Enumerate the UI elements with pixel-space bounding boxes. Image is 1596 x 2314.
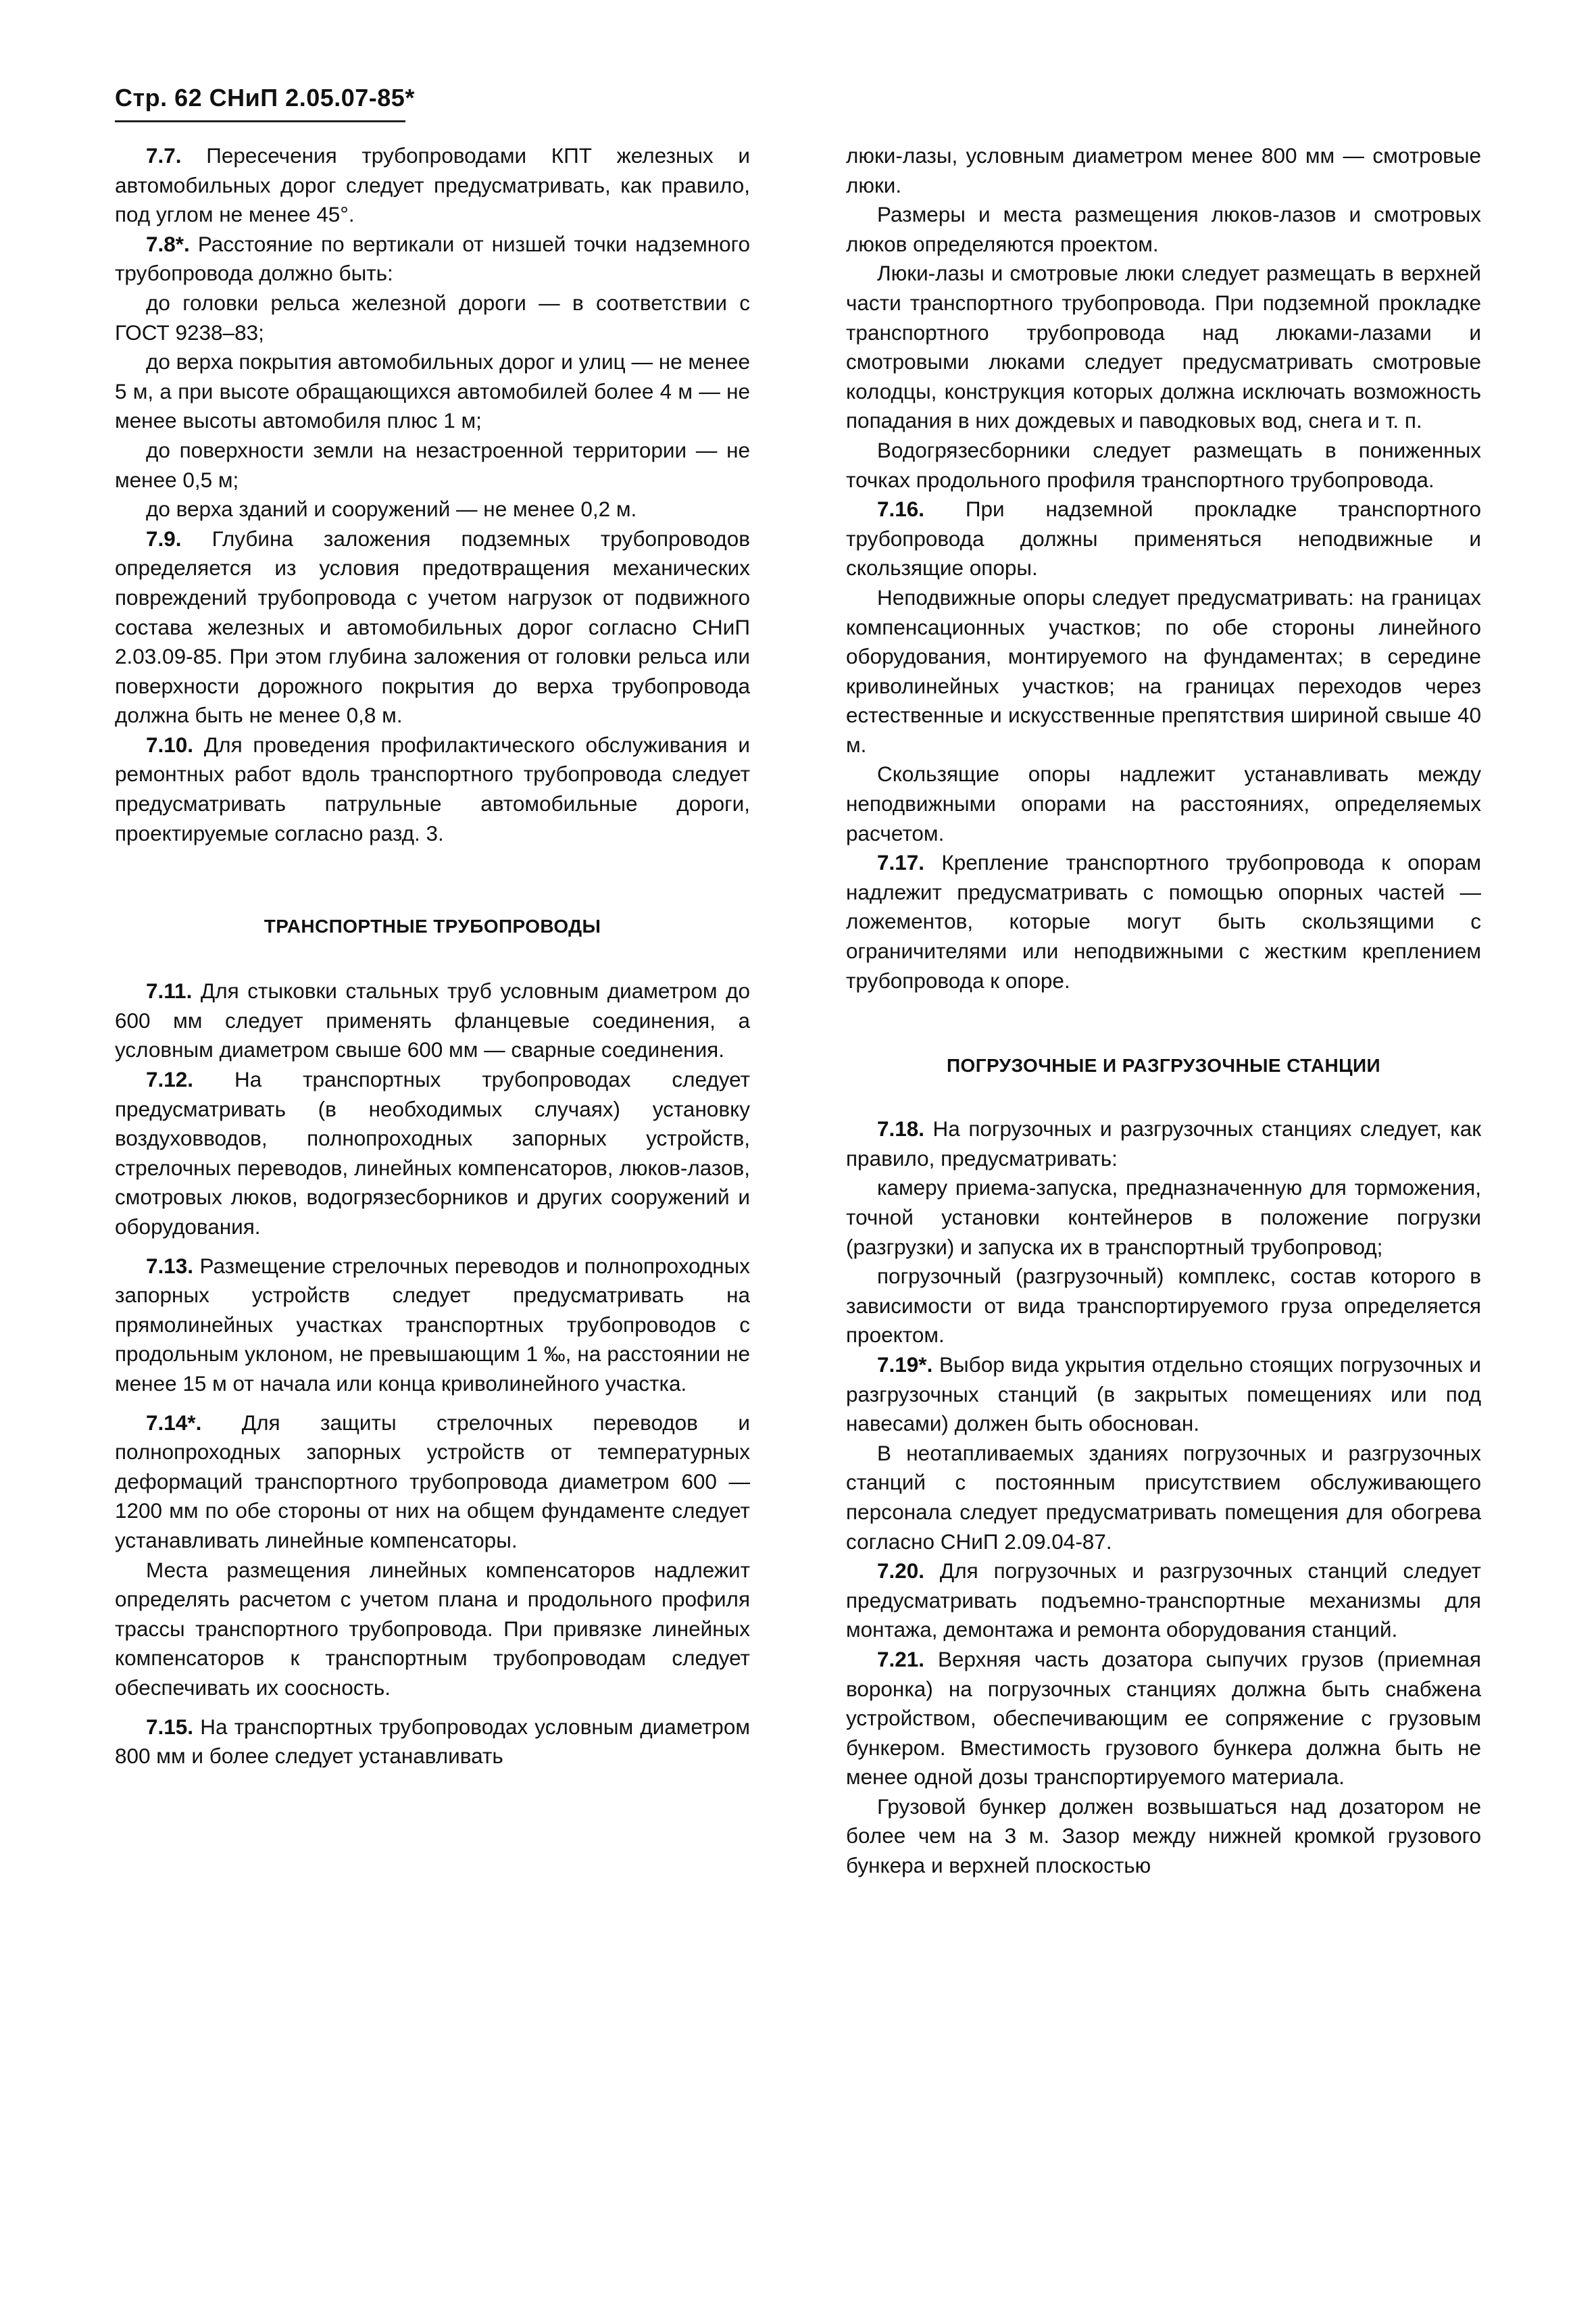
section-heading-stations: ПОГРУЗОЧНЫЕ И РАЗГРУЗОЧНЫЕ СТАНЦИИ (946, 1055, 1380, 1077)
clause-7-19 (846, 1350, 1481, 1439)
clause-text: Выбор вида укрытия отдельно стоящих погрузочных и разгрузочных станций (в закрытых помещениях или под навесами) должен быть обоснован. (846, 1352, 1481, 1436)
clause-7-15-paragraph: Водогрязесборники следует размещать в пониженных точках продольного профиля транспортного трубопровода. (846, 437, 1481, 492)
clause-7-15-continued: люки-лазы, условным диаметром менее 800 мм — смотровые люки. (846, 143, 1481, 197)
clause-7-18-item: камеру приема-запуска, предназначенную для торможения, точной установки контейнеров в положение погрузки (разгрузки) и запуска их в транспортный трубопровод; (846, 1175, 1481, 1259)
clause-number: 7.21. (877, 1646, 925, 1671)
clause-7-8-item: до верха зданий и сооружений — не менее 0,2 м. (146, 497, 637, 522)
clause-7-14 (115, 1408, 750, 1556)
clause-number: 7.9. (146, 526, 182, 551)
clause-7-16 (846, 495, 1481, 583)
clause-7-8-item: до головки рельса железной дороги — в соответствии с ГОСТ 9238–83; (115, 290, 750, 345)
clause-number: 7.16. (877, 497, 925, 522)
clause-7-12 (115, 1065, 750, 1242)
clause-7-15-paragraph: Люки-лазы и смотровые люки следует размещать в верхней части транспортного трубопровода. При подземной прокладке транспортного трубопровода над люками-лазами и смотровыми люками следует предусматривать смотровые колодцы, конструкция которых должна исключать возможность попадания в них дождевых и паводковых вод, снега и т. п. (846, 261, 1481, 433)
clause-text: Для погрузочных и разгрузочных станций следует предусматривать подъемно-транспортные механизмы для монтажа, демонтажа и ремонта оборудования станций. (846, 1558, 1481, 1642)
clause-7-11 (115, 977, 750, 1065)
running-head: Стр. 62 СНиП 2.05.07-85* (115, 84, 415, 112)
clause-text: На транспортных трубопроводах следует предусматривать (в необходимых случаях) установку воздуховводов, полнопроходных запорных устройств, стрелочных переводов, линейных компенсаторов, люков-лазов, смотровых люков, водогрязесборников и других сооружений и оборудования. (115, 1067, 750, 1239)
clause-7-15 (115, 1713, 750, 1771)
clause-7-10 (115, 731, 750, 848)
clause-7-16-paragraph: Скользящие опоры надлежит устанавливать между неподвижными опорами на расстояниях, определяемых расчетом. (846, 762, 1481, 845)
clause-text: Верхняя часть дозатора сыпучих грузов (приемная воронка) на погрузочных станциях должна быть снабжена устройством, обеспечивающим ее сопряжение с грузовым бункером. Вместимость грузового бункера должна быть не менее одной дозы транспортируемого материала. (846, 1646, 1481, 1790)
clause-7-9 (115, 524, 750, 731)
clause-text: Крепление транспортного трубопровода к опорам надлежит предусматривать с помощью опорных частей — ложементов, которые могут быть скользящими с ограничителями или неподвижными с жестким креплением трубопровода к опоре. (846, 850, 1481, 993)
clause-7-17 (846, 848, 1481, 995)
clause-number: 7.18. (877, 1116, 925, 1141)
clause-text: Размещение стрелочных переводов и полнопроходных запорных устройств следует предусматривать на прямолинейных участках транспортных трубопроводов с продольным уклоном, не превышающим 1 ‰, на расстоянии не менее 15 м от начала или конца криволинейного участка. (115, 1253, 750, 1396)
right-column (846, 141, 1481, 1881)
clause-text: Расстояние по вертикали от низшей точки надземного трубопровода должно быть: (115, 231, 750, 286)
clause-text: На транспортных трубопроводах условным диаметром 800 мм и более следует устанавливать (115, 1714, 750, 1769)
clause-text: На погрузочных и разгрузочных станциях следует, как правило, предусматривать: (846, 1116, 1481, 1171)
clause-number: 7.8*. (146, 231, 190, 256)
clause-7-21-paragraph: Грузовой бункер должен возвышаться над дозатором не более чем на 3 м. Зазор между нижней кромкой грузового бункера и верхней плоскостью (846, 1794, 1481, 1878)
clause-number: 7.20. (877, 1558, 925, 1583)
clause-number: 7.14*. (146, 1410, 202, 1435)
clause-7-8-item: до поверхности земли на незастроенной территории — не менее 0,5 м; (115, 437, 750, 492)
clause-7-18-item: погрузочный (разгрузочный) комплекс, состав которого в зависимости от вида транспортируемого груза определяется проектом. (846, 1264, 1481, 1348)
clause-7-14-paragraph: Места размещения линейных компенсаторов надлежит определять расчетом с учетом плана и продольного профиля трассы транспортного трубопровода. При привязке линейных компенсаторов к транспортным трубопроводам следует обеспечивать их соосность. (115, 1557, 750, 1700)
clause-text: Для стыковки стальных труб условным диаметром до 600 мм следует применять фланцевые соединения, а условным диаметром свыше 600 мм — сварные соединения. (115, 979, 750, 1062)
clause-text: Для защиты стрелочных переводов и полнопроходных запорных устройств от температурных деформаций транспортного трубопровода диаметром 600 — 1200 мм по обе стороны от них на общем фундаменте следует устанавливать линейные компенсаторы. (115, 1410, 750, 1552)
clause-7-21 (846, 1645, 1481, 1792)
clause-text: Для проведения профилактического обслуживания и ремонтных работ вдоль транспортного трубопровода следует предусматривать патрульные автомобильные дороги, проектируемые согласно разд. 3. (115, 732, 750, 845)
clause-text: Глубина заложения подземных трубопроводов определяется из условия предотвращения механических повреждений трубопровода с учетом нагрузок от подвижного состава железных и автомобильных дорог согласно СНиП 2.03.09-85. При этом глубина заложения от головки рельса или поверхности дорожного покрытия до верха трубопровода должна быть не менее 0,8 м. (115, 526, 750, 728)
clause-number: 7.12. (146, 1067, 194, 1092)
clause-7-15-paragraph: Размеры и места размещения люков-лазов и смотровых люков определяются проектом. (846, 202, 1481, 256)
clause-text: При надземной прокладке транспортного трубопровода должны применяться неподвижные и скользящие опоры. (846, 497, 1481, 581)
clause-number: 7.11. (146, 979, 193, 1004)
clause-number: 7.13. (146, 1253, 194, 1278)
clause-7-19-paragraph: В неотапливаемых зданиях погрузочных и разгрузочных станций с постоянным присутствием обслуживающего персонала следует предусматривать помещения для обогрева согласно СНиП 2.09.04-87. (846, 1440, 1481, 1554)
clause-number: 7.10. (146, 732, 194, 757)
clause-text: Пересечения трубопроводами КПТ железных и автомобильных дорог следует предусматривать, как правило, под углом не менее 45°. (115, 143, 750, 227)
clause-7-8 (115, 230, 750, 289)
clause-number: 7.15. (146, 1714, 194, 1739)
section-heading-transport: ТРАНСПОРТНЫЕ ТРУБОПРОВОДЫ (264, 916, 601, 937)
clause-number: 7.17. (877, 850, 925, 875)
clause-7-18 (846, 1114, 1481, 1173)
header-rule (115, 120, 405, 122)
left-column (115, 141, 750, 1881)
text-columns (115, 141, 1481, 1881)
clause-7-16-paragraph: Неподвижные опоры следует предусматривать: на границах компенсационных участков; по обе стороны линейного оборудования, монтируемого на фундаментах; в середине криволинейных участков; на границах переходов через естественные и искусственные препятствия шириной свыше 40 м. (846, 585, 1481, 757)
clause-number: 7.19*. (877, 1352, 933, 1377)
clause-7-13 (115, 1252, 750, 1399)
clause-number: 7.7. (146, 143, 182, 168)
clause-7-8-item: до верха покрытия автомобильных дорог и улиц — не менее 5 м, а при высоте обращающихся автомобилей более 4 м — не менее высоты автомобиля плюс 1 м; (115, 349, 750, 433)
clause-7-20 (846, 1556, 1481, 1645)
clause-7-7 (115, 141, 750, 230)
